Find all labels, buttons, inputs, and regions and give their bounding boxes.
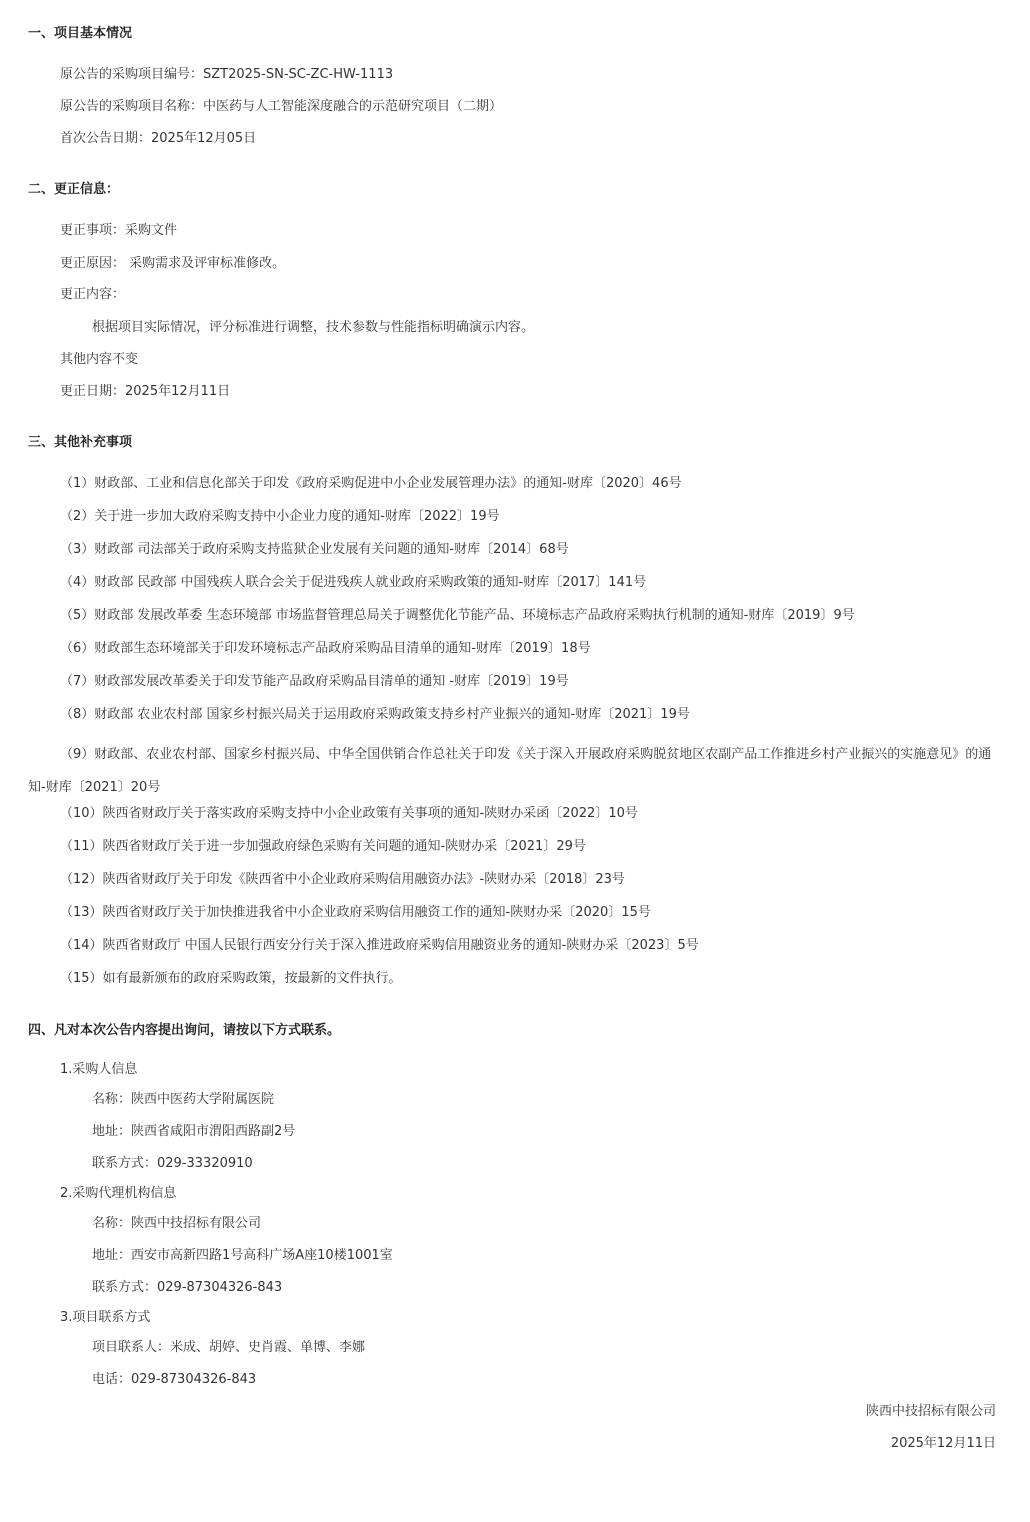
policy-item: （9）财政部、农业农村部、国家乡村振兴局、中华全国供销合作总社关于印发《关于深入开展政府采购脱贫地区农副产品工作推进乡村产业振兴的实施意见》的通知-财库〔2021〕20号 xyxy=(28,747,992,795)
project-contact-people: 项目联系人：米成、胡婷、史肖霞、单博、李娜 xyxy=(92,1340,366,1355)
correction-content-text: 根据项目实际情况，评分标准进行调整，技术参数与性能指标明确演示内容。 xyxy=(92,320,535,335)
agency-address: 地址：西安市高新四路1号高科广场A座10楼1001室 xyxy=(92,1248,393,1263)
section-1-title: 一、项目基本情况 xyxy=(28,26,133,41)
policy-item: （3）财政部 司法部关于政府采购支持监狱企业发展有关问题的通知-财库〔2014〕68号 xyxy=(60,542,569,557)
project-contact-heading: 3.项目联系方式 xyxy=(60,1310,151,1325)
project-contact-phone: 电话：029-87304326-843 xyxy=(92,1372,257,1387)
policy-item: （13）陕西省财政厅关于加快推进我省中小企业政府采购信用融资工作的通知-陕财办采〔2020〕15号 xyxy=(60,905,651,920)
policy-item: （8）财政部 农业农村部 国家乡村振兴局关于运用政府采购政策支持乡村产业振兴的通知-财库〔2021〕19号 xyxy=(60,707,690,722)
project-number: 原公告的采购项目编号：SZT2025-SN-SC-ZC-HW-1113 xyxy=(60,67,394,82)
project-name: 原公告的采购项目名称：中医药与人工智能深度融合的示范研究项目（二期） xyxy=(60,99,503,114)
policy-item: （15）如有最新颁布的政府采购政策，按最新的文件执行。 xyxy=(60,971,402,986)
correction-date: 更正日期：2025年12月11日 xyxy=(60,384,231,399)
section-4-title: 四、凡对本次公告内容提出询问，请按以下方式联系。 xyxy=(28,1023,341,1038)
correction-item: 更正事项：采购文件 xyxy=(60,223,178,238)
policy-item: （4）财政部 民政部 中国残疾人联合会关于促进残疾人就业政府采购政策的通知-财库〔2017〕141号 xyxy=(60,575,647,590)
policy-item: （2）关于进一步加大政府采购支持中小企业力度的通知-财库〔2022〕19号 xyxy=(60,509,500,524)
purchaser-address: 地址：陕西省咸阳市渭阳西路副2号 xyxy=(92,1124,296,1139)
policy-item: （12）陕西省财政厅关于印发《陕西省中小企业政府采购信用融资办法》-陕财办采〔2018〕23号 xyxy=(60,872,625,887)
purchaser-heading: 1.采购人信息 xyxy=(60,1062,138,1077)
policy-item: （11）陕西省财政厅关于进一步加强政府绿色采购有关问题的通知-陕财办采〔2021〕29号 xyxy=(60,839,586,854)
other-content-unchanged: 其他内容不变 xyxy=(60,352,139,367)
policy-item: （14）陕西省财政厅 中国人民银行西安分行关于深入推进政府采购信用融资业务的通知-陕财办采〔2023〕5号 xyxy=(60,938,699,953)
footer-date: 2025年12月11日 xyxy=(890,1436,996,1451)
first-announcement-date: 首次公告日期：2025年12月05日 xyxy=(60,131,257,146)
purchaser-name: 名称：陕西中医药大学附属医院 xyxy=(92,1092,275,1107)
purchaser-contact: 联系方式：029-33320910 xyxy=(92,1156,253,1171)
policy-item: （5）财政部 发展改革委 生态环境部 市场监督管理总局关于调整优化节能产品、环境标志产品政府采购执行机制的通知-财库〔2019〕9号 xyxy=(60,608,855,623)
correction-reason: 更正原因： 采购需求及评审标准修改。 xyxy=(60,256,286,271)
agency-name: 名称：陕西中技招标有限公司 xyxy=(92,1216,262,1231)
policy-item: （7）财政部发展改革委关于印发节能产品政府采购品目清单的通知 -财库〔2019〕19号 xyxy=(60,674,569,689)
correction-content-label: 更正内容： xyxy=(60,287,126,302)
policy-item: （10）陕西省财政厅关于落实政府采购支持中小企业政策有关事项的通知-陕财办采函〔2022〕10号 xyxy=(60,806,638,821)
policy-item: （1）财政部、工业和信息化部关于印发《政府采购促进中小企业发展管理办法》的通知-财库〔2020〕46号 xyxy=(60,476,682,491)
section-3-title: 三、其他补充事项 xyxy=(28,435,133,450)
agency-contact: 联系方式：029-87304326-843 xyxy=(92,1280,283,1295)
agency-heading: 2.采购代理机构信息 xyxy=(60,1186,177,1201)
section-2-title: 二、更正信息： xyxy=(28,182,120,197)
policy-item: （6）财政部生态环境部关于印发环境标志产品政府采购品目清单的通知-财库〔2019〕18号 xyxy=(60,641,591,656)
footer-company: 陕西中技招标有限公司 xyxy=(865,1404,996,1419)
